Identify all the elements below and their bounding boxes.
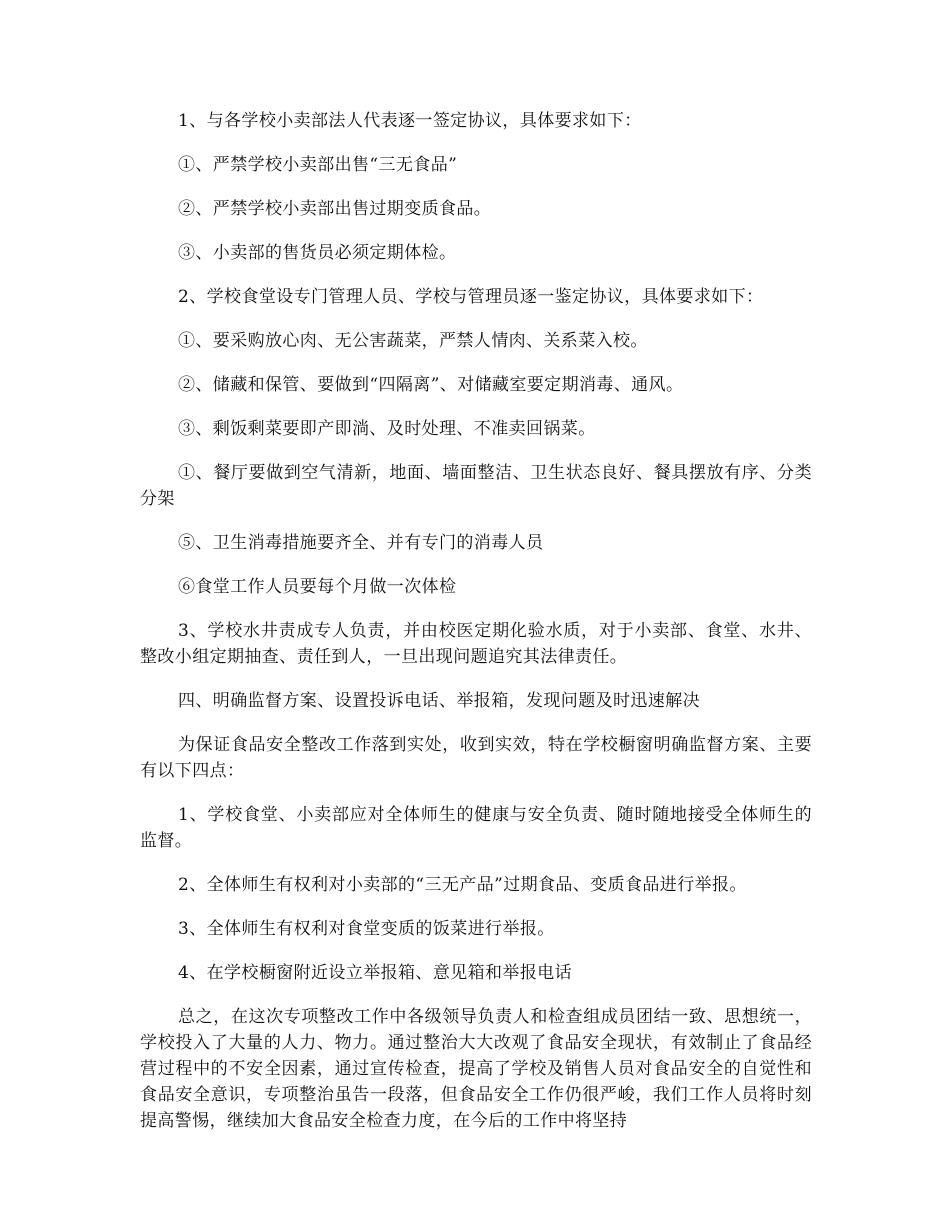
paragraph-rule-no-expired-food: ②、严禁学校小卖部出售过期变质食品。 (178, 199, 492, 219)
paragraph-rule-storage: ②、储藏和保管、要做到“四隔离”、对储藏室要定期消毒、通风。 (178, 375, 684, 395)
paragraph-supervision-point-1: 1、学校食堂、小卖部应对全体师生的健康与安全负责、随时随地接受全体师生的监督。 (140, 805, 812, 851)
paragraph-rule-disinfection: ⑤、卫生消毒措施要齐全、并有专门的消毒人员 (178, 533, 544, 553)
paragraph-rule-no-unlabeled-food: ①、严禁学校小卖部出售“三无食品” (178, 155, 458, 175)
paragraph-supervision-intro: 为保证食品安全整改工作落到实处，收到实效，特在学校橱窗明确监督方案、主要有以下四点： (140, 735, 812, 781)
paragraph-rule-staff-checkup: ③、小卖部的售货员必须定期体检。 (178, 243, 457, 263)
paragraph-supervision-point-2: 2、全体师生有权利对小卖部的“三无产品”过期食品、变质食品进行举报。 (178, 875, 747, 895)
paragraph-cafeteria-agreement: 2、学校食堂设专门管理人员、学校与管理员逐一鉴定协议，具体要求如下： (178, 287, 764, 307)
paragraph-rule-monthly-checkup: ⑥食堂工作人员要每个月做一次体检 (178, 577, 457, 597)
paragraph-conclusion: 总之，在这次专项整改工作中各级领导负责人和检查组成员团结一致、思想统一，学校投入了大量的人力、物力。通过整治大大改观了食品安全现状，有效制止了食品经营过程中的不安全因素，通过宣传检查，提高了学校及销售人员对食品安全的自觉性和食品安全意识，专项整治虽告一段落，但食品安全工作仍很严峻，我们工作人员将时刻提高警惕，继续加大食品安全检查力度，在今后的工作中将坚持 (140, 1007, 812, 1131)
paragraph-canteen-agreement: 1、与各学校小卖部法人代表逐一签定协议，具体要求如下： (178, 111, 642, 131)
document-body (140, 108, 812, 1152)
section-heading-supervision: 四、明确监督方案、设置投诉电话、举报箱，发现问题及时迅速解决 (178, 691, 700, 711)
paragraph-supervision-point-3: 3、全体师生有权利对食堂变质的饭菜进行举报。 (178, 919, 555, 939)
paragraph-rule-dining-hall: ①、餐厅要做到空气清新，地面、墙面整洁、卫生状态良好、餐具摆放有序、分类分架 (140, 463, 812, 509)
paragraph-rule-leftovers: ③、剩饭剩菜要即产即淌、及时处理、不准卖回锅菜。 (178, 419, 596, 439)
paragraph-supervision-point-4: 4、在学校橱窗附近设立举报箱、意见箱和举报电话 (178, 963, 573, 983)
paragraph-water-well: 3、学校水井责成专人负责，并由校医定期化验水质，对于小卖部、食堂、水井、整改小组定期抽查、责任到人，一旦出现问题追究其法律责任。 (140, 621, 812, 667)
paragraph-rule-purchasing: ①、要采购放心肉、无公害蔬菜，严禁人情肉、关系菜入校。 (178, 331, 648, 351)
